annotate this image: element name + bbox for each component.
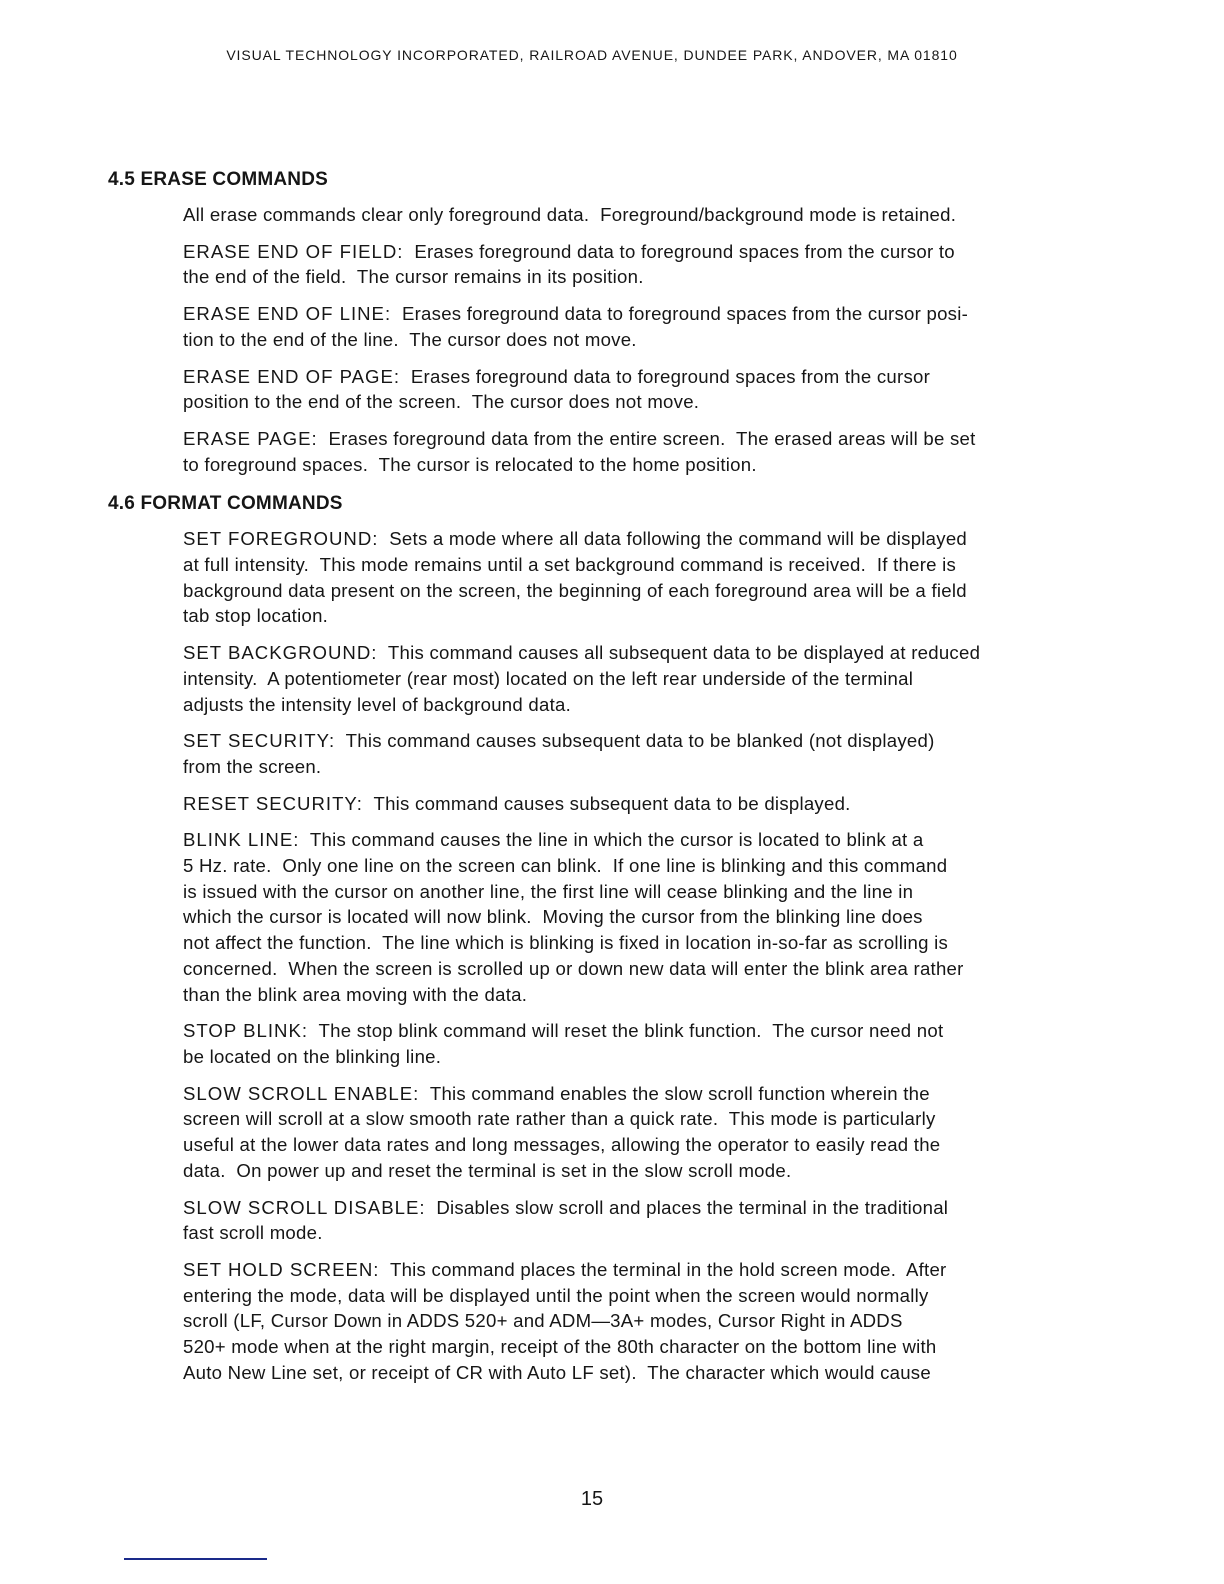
page-header: VISUAL TECHNOLOGY INCORPORATED, RAILROAD AVENUE, DUNDEE PARK, ANDOVER, MA 01810: [226, 47, 958, 63]
text-line: [183, 1195, 1108, 1221]
line-text: tion to the end of the line. The cursor does not move.: [183, 328, 637, 350]
footer-rule: [124, 1558, 267, 1560]
paragraph: [183, 1195, 1108, 1246]
command-term: STOP BLINK:: [183, 1020, 309, 1042]
text-line: [183, 904, 1108, 930]
line-text: tab stop location.: [183, 605, 329, 627]
paragraph: [183, 526, 1108, 629]
text-line: [183, 1360, 1108, 1386]
command-term: SLOW SCROLL ENABLE:: [183, 1082, 420, 1104]
text-line: [183, 1044, 1108, 1070]
text-line: [183, 666, 1108, 692]
paragraph: [183, 1018, 1108, 1069]
command-term: ERASE END OF PAGE:: [183, 365, 401, 387]
line-text: not affect the function. The line which is blinking is fixed in location in-so-far as scrolling is: [183, 932, 949, 954]
line-text: scroll (LF, Cursor Down in ADDS 520+ and ADM—3A+ modes, Cursor Right in ADDS: [183, 1310, 903, 1332]
line-text: concerned. When the screen is scrolled up or down new data will enter the blink area rather: [183, 957, 964, 979]
paragraph: [183, 364, 1108, 415]
line-text: intensity. A potentiometer (rear most) located on the left rear underside of the terminal: [183, 667, 914, 689]
text-line: [183, 578, 1108, 604]
document-body: [108, 167, 1108, 1399]
text-line: [183, 640, 1108, 666]
paragraph: [183, 728, 1108, 779]
line-text: position to the end of the screen. The cursor does not move.: [183, 391, 700, 413]
text-line: [183, 239, 1108, 265]
line-text: be located on the blinking line.: [183, 1045, 442, 1067]
text-line: [183, 982, 1108, 1008]
line-text: This command places the terminal in the hold screen mode. After: [379, 1258, 947, 1280]
text-line: [183, 1257, 1108, 1283]
line-text: screen will scroll at a slow smooth rate rather than a quick rate. This mode is particularly: [183, 1108, 936, 1130]
paragraph: [183, 301, 1108, 352]
paragraph: [183, 239, 1108, 290]
text-line: [183, 526, 1108, 552]
paragraph: [183, 1257, 1108, 1386]
command-term: SLOW SCROLL DISABLE:: [183, 1196, 426, 1218]
text-line: [183, 956, 1108, 982]
line-text: The stop blink command will reset the blink function. The cursor need not: [308, 1020, 944, 1042]
text-line: [183, 1283, 1108, 1309]
command-term: ERASE PAGE:: [183, 427, 318, 449]
line-text: from the screen.: [183, 755, 322, 777]
text-line: [183, 389, 1108, 415]
text-line: [183, 202, 1108, 228]
text-line: [183, 728, 1108, 754]
command-term: SET FOREGROUND:: [183, 528, 379, 550]
paragraph: [183, 426, 1108, 477]
paragraph: [183, 640, 1108, 717]
page-number: 15: [580, 1488, 604, 1510]
command-term: SET SECURITY:: [183, 730, 336, 752]
paragraph: [183, 791, 1108, 817]
line-text: at full intensity. This mode remains until a set background command is received. If there is: [183, 554, 957, 576]
text-line: [183, 552, 1108, 578]
line-text: entering the mode, data will be displayed until the point when the screen would normally: [183, 1284, 929, 1306]
text-line: [183, 827, 1108, 853]
text-line: [183, 692, 1108, 718]
command-term: SET BACKGROUND:: [183, 642, 378, 664]
command-term: RESET SECURITY:: [183, 792, 363, 814]
text-line: [183, 853, 1108, 879]
line-text: Erases foreground data to foreground spaces from the cursor to: [403, 240, 955, 262]
text-line: [183, 754, 1108, 780]
text-line: [183, 603, 1108, 629]
text-line: [183, 452, 1108, 478]
text-line: [183, 1334, 1108, 1360]
text-line: [183, 930, 1108, 956]
line-text: All erase commands clear only foreground data. Foreground/background mode is retained.: [183, 204, 957, 225]
line-text: 520+ mode when at the right margin, receipt of the 80th character on the bottom line with: [183, 1336, 937, 1358]
line-text: Erases foreground data to foreground spaces from the cursor: [400, 365, 931, 387]
command-term: ERASE END OF LINE:: [183, 303, 392, 325]
line-text: Sets a mode where all data following the command will be displayed: [378, 528, 968, 550]
text-line: [183, 1106, 1108, 1132]
line-text: the end of the field. The cursor remains in its position.: [183, 266, 644, 288]
line-text: fast scroll mode.: [183, 1222, 323, 1244]
line-text: This command causes the line in which the cursor is located to blink at a: [299, 829, 924, 851]
section: [108, 167, 1108, 477]
text-line: [183, 791, 1108, 817]
command-term: BLINK LINE:: [183, 829, 300, 851]
section-title: 4.5 ERASE COMMANDS: [108, 169, 329, 190]
text-line: [183, 426, 1108, 452]
line-text: adjusts the intensity level of background data.: [183, 693, 571, 715]
line-text: Erases foreground data from the entire screen. The erased areas will be set: [317, 427, 976, 449]
line-text: Disables slow scroll and places the terminal in the traditional: [425, 1196, 949, 1218]
text-line: [183, 301, 1108, 327]
text-line: [183, 1018, 1108, 1044]
text-line: [183, 327, 1108, 353]
line-text: background data present on the screen, the beginning of each foreground area will be a field: [183, 579, 967, 601]
line-text: Auto New Line set, or receipt of CR with Auto LF set). The character which would cause: [183, 1361, 931, 1383]
line-text: This command enables the slow scroll function wherein the: [419, 1082, 930, 1104]
text-line: [183, 264, 1108, 290]
text-line: [183, 364, 1108, 390]
command-term: SET HOLD SCREEN:: [183, 1258, 380, 1280]
line-text: This command causes all subsequent data to be displayed at reduced: [377, 642, 981, 664]
section: [108, 491, 1108, 1385]
paragraph: [183, 1081, 1108, 1184]
line-text: data. On power up and reset the terminal is set in the slow scroll mode.: [183, 1159, 792, 1181]
line-text: than the blink area moving with the data.: [183, 983, 528, 1005]
line-text: which the cursor is located will now blink. Moving the cursor from the blinking line does: [183, 906, 923, 928]
section-title: 4.6 FORMAT COMMANDS: [108, 493, 343, 515]
line-text: 5 Hz. rate. Only one line on the screen can blink. If one line is blinking and this command: [183, 855, 948, 877]
line-text: to foreground spaces. The cursor is relocated to the home position.: [183, 453, 757, 475]
paragraph: [183, 827, 1108, 1007]
line-text: useful at the lower data rates and long messages, allowing the operator to easily read the: [183, 1134, 941, 1156]
text-line: [183, 1220, 1108, 1246]
paragraph: [183, 202, 1108, 228]
line-text: This command causes subsequent data to be displayed.: [362, 792, 851, 814]
line-text: This command causes subsequent data to be blanked (not displayed): [335, 730, 935, 752]
line-text: is issued with the cursor on another line, the first line will cease blinking and the line in: [183, 880, 914, 902]
text-line: [183, 1081, 1108, 1107]
command-term: ERASE END OF FIELD:: [183, 240, 404, 262]
line-text: Erases foreground data to foreground spaces from the cursor posi-: [391, 303, 969, 325]
text-line: [183, 1132, 1108, 1158]
text-line: [183, 1308, 1108, 1334]
text-line: [183, 1158, 1108, 1184]
text-line: [183, 879, 1108, 905]
